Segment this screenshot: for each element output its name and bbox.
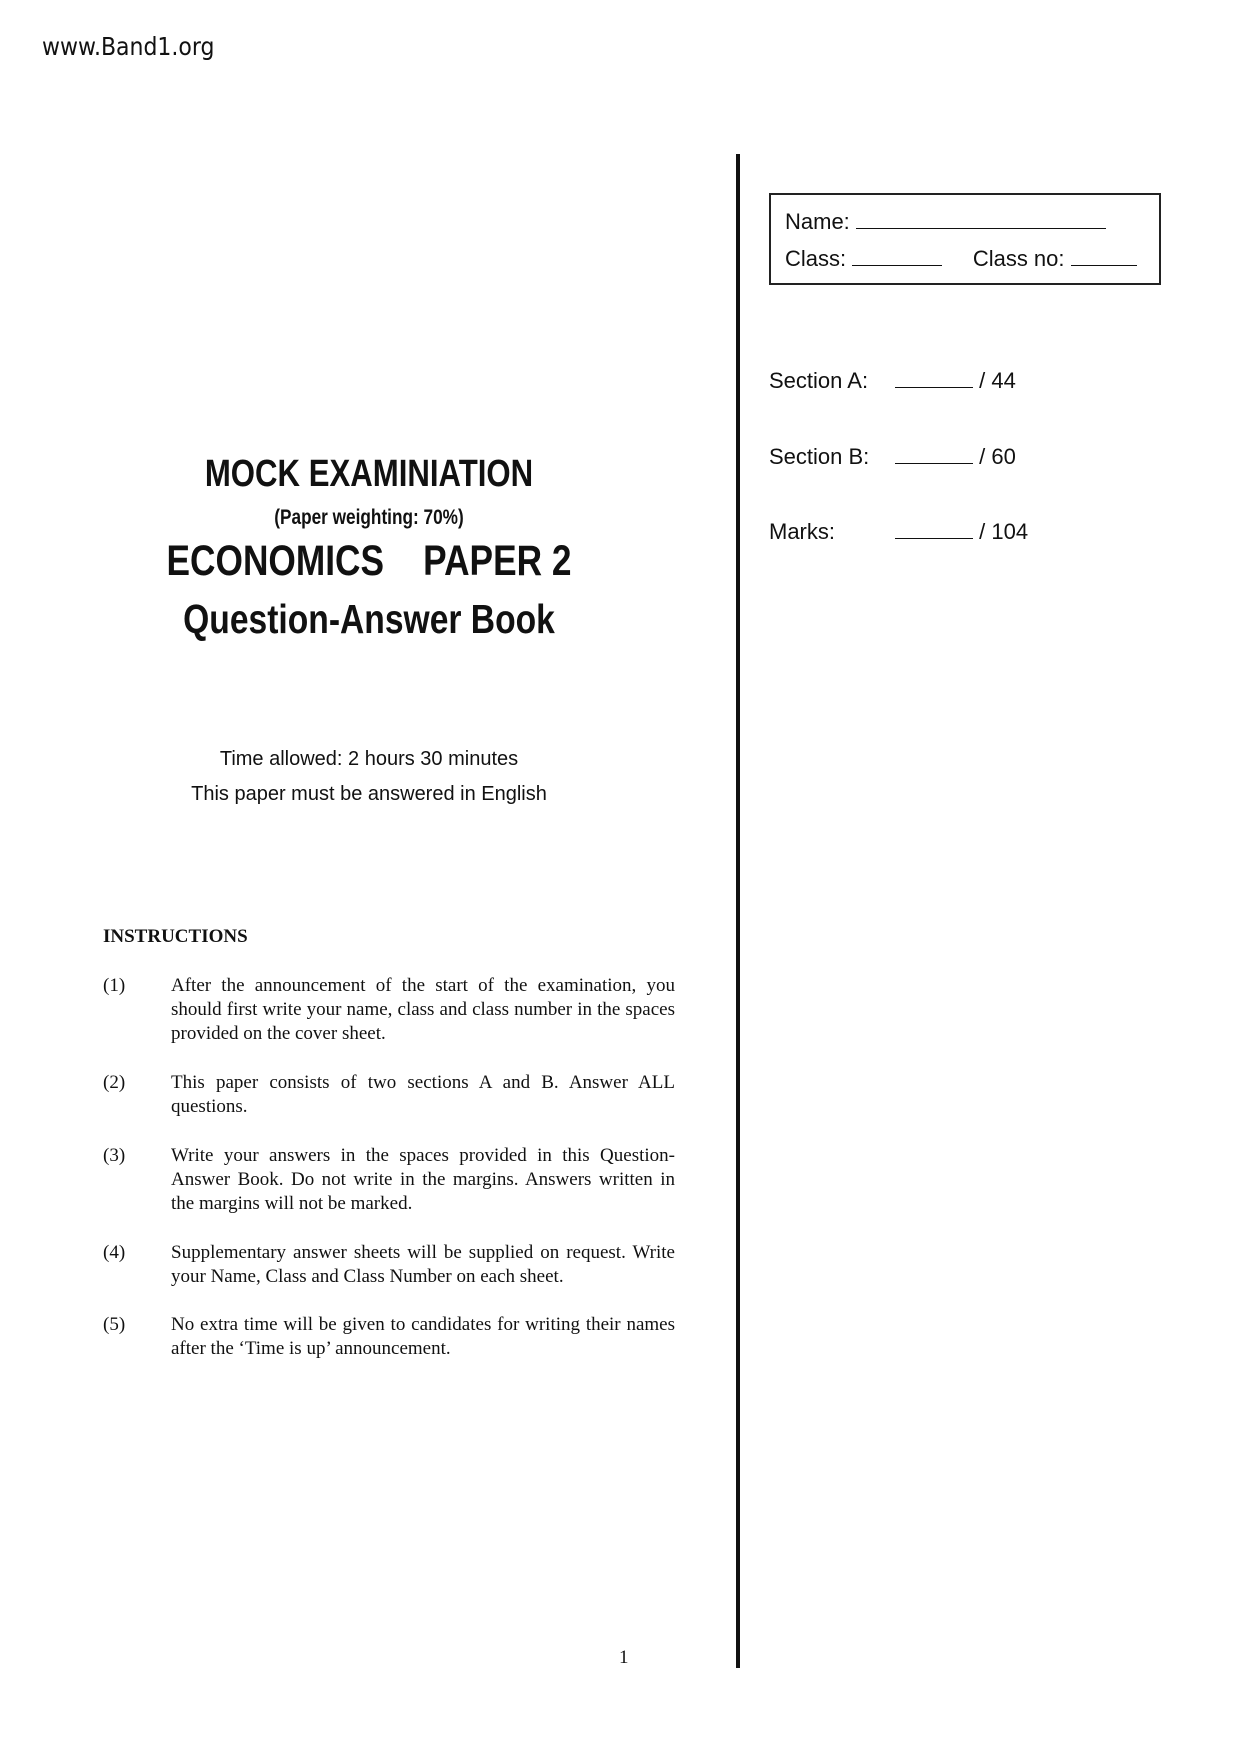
class-field[interactable] — [785, 246, 1137, 272]
item-number: (3) — [103, 1145, 126, 1166]
score-total: / 44 — [979, 368, 1016, 393]
page-number: 1 — [619, 1647, 629, 1668]
item-text: This paper consists of two sections A and B. Answer ALL questions. — [171, 1072, 675, 1117]
class-no-blank[interactable] — [1071, 246, 1137, 266]
student-info-box — [769, 193, 1161, 285]
class-no-label: Class no: — [972, 246, 1065, 271]
time-allowed: Time allowed: 2 hours 30 minutes — [219, 748, 519, 770]
item-text: Write your answers in the spaces provided in this Question-Answer Book. Do not write in the margins. Answers written in the margins will not be marked. — [171, 1145, 675, 1214]
score-label: Marks: — [769, 519, 835, 544]
score-blank[interactable] — [895, 368, 973, 388]
subject-title — [122, 537, 616, 586]
item-text: After the announcement of the start of the examination, you should first write your name, class and class number in the spaces provided on the cover sheet. — [171, 975, 675, 1044]
class-blank[interactable] — [852, 246, 942, 266]
item-number: (2) — [103, 1072, 126, 1093]
instructions-heading: INSTRUCTIONS — [103, 926, 248, 947]
name-blank[interactable] — [856, 209, 1106, 229]
score-section-b — [769, 444, 1016, 470]
name-field[interactable] — [785, 209, 1106, 235]
item-text: No extra time will be given to candidates for writing their names after the ‘Time is up’ announcement. — [171, 1314, 675, 1359]
paper-weighting: (Paper weighting: 70%) — [274, 506, 464, 529]
language-note: This paper must be answered in English — [191, 783, 547, 805]
name-label: Name: — [785, 209, 850, 234]
margin-divider — [736, 154, 740, 1668]
class-label: Class: — [785, 246, 847, 271]
score-label: Section A: — [769, 368, 869, 393]
score-total: / 104 — [979, 519, 1029, 544]
score-total: / 60 — [979, 444, 1016, 469]
watermark-url: www.Band1.org — [42, 32, 215, 61]
score-marks — [769, 519, 1028, 545]
exam-title: MOCK EXAMINIATION — [204, 453, 534, 495]
score-label: Section B: — [769, 444, 870, 469]
paper-number: PAPER 2 — [423, 537, 572, 585]
item-number: (1) — [103, 975, 126, 996]
item-number: (4) — [103, 1242, 126, 1263]
item-text: Supplementary answer sheets will be supplied on request. Write your Name, Class and Class Number on each sheet. — [171, 1242, 675, 1287]
score-section-a — [769, 368, 1016, 394]
subject-name: ECONOMICS — [166, 537, 384, 585]
score-blank[interactable] — [895, 444, 973, 464]
score-blank[interactable] — [895, 519, 973, 539]
item-number: (5) — [103, 1314, 126, 1335]
book-title: Question-Answer Book — [183, 596, 555, 642]
